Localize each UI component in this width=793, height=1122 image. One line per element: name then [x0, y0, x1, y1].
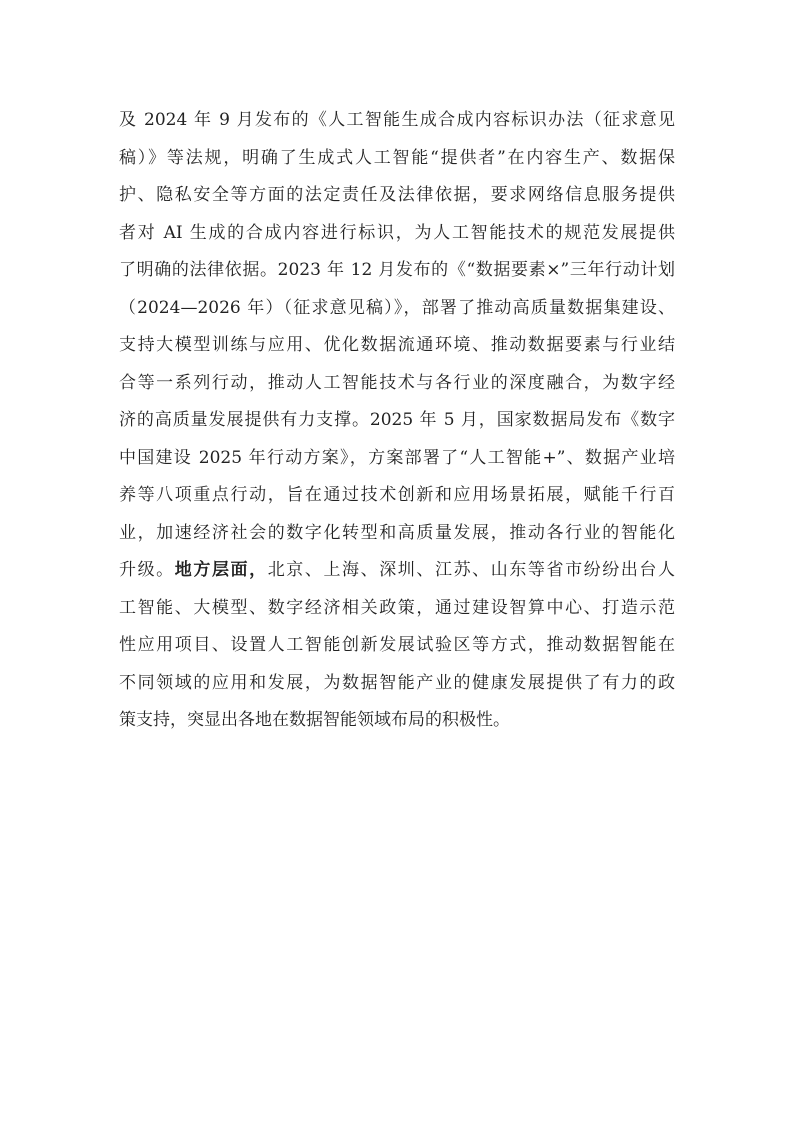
- paragraph-line: 了明确的法律依据。2023 年 12 月发布的《“数据要素×”三年行动计划: [119, 260, 675, 280]
- paragraph-line: 护、隐私安全等方面的法定责任及法律依据，要求网络信息服务提供: [119, 185, 675, 205]
- line-suffix: 北京、上海、深圳、江苏、山东等省市纷纷出台人: [267, 560, 675, 580]
- paragraph-line: 合等一系列行动，推动人工智能技术与各行业的深度融合，为数字经: [119, 372, 675, 393]
- paragraph-line: 及 2024 年 9 月发布的《人工智能生成合成内容标识办法（征求意见: [119, 110, 675, 130]
- paragraph-line: 业，加速经济社会的数字化转型和高质量发展，推动各行业的智能化: [119, 522, 675, 543]
- paragraph-line: 支持大模型训练与应用、优化数据流通环境、推动数据要素与行业结: [119, 335, 675, 355]
- paragraph-line: 工智能、大模型、数字经济相关政策，通过建设智算中心、打造示范: [119, 597, 675, 618]
- local-level-bold-heading: 地方层面，: [174, 560, 268, 580]
- document-body-paragraph: [119, 102, 675, 740]
- paragraph-line: 性应用项目、设置人工智能创新发展试验区等方式，推动数据智能在: [119, 635, 675, 655]
- paragraph-line: 养等八项重点行动，旨在通过技术创新和应用场景拓展，赋能千行百: [119, 485, 675, 505]
- paragraph-line: 者对 AI 生成的合成内容进行标识，为人工智能技术的规范发展提供: [119, 222, 675, 243]
- paragraph-line: 稿）》等法规，明确了生成式人工智能“提供者”在内容生产、数据保: [119, 147, 675, 168]
- paragraph-line-with-bold-heading: [119, 552, 675, 590]
- paragraph-last-line: 策支持，突显出各地在数据智能领域布局的积极性。: [119, 710, 510, 730]
- paragraph-line: 中国建设 2025 年行动方案》，方案部署了“人工智能+”、数据产业培: [119, 447, 675, 468]
- line-prefix: 升级。: [119, 560, 175, 580]
- paragraph-line: （2024—2026 年）（征求意见稿）》，部署了推动高质量数据集建设、: [119, 297, 675, 318]
- paragraph-line: 不同领域的应用和发展，为数据智能产业的健康发展提供了有力的政: [119, 672, 675, 693]
- paragraph-line: 济的高质量发展提供有力支撑。2025 年 5 月，国家数据局发布《数字: [119, 410, 675, 430]
